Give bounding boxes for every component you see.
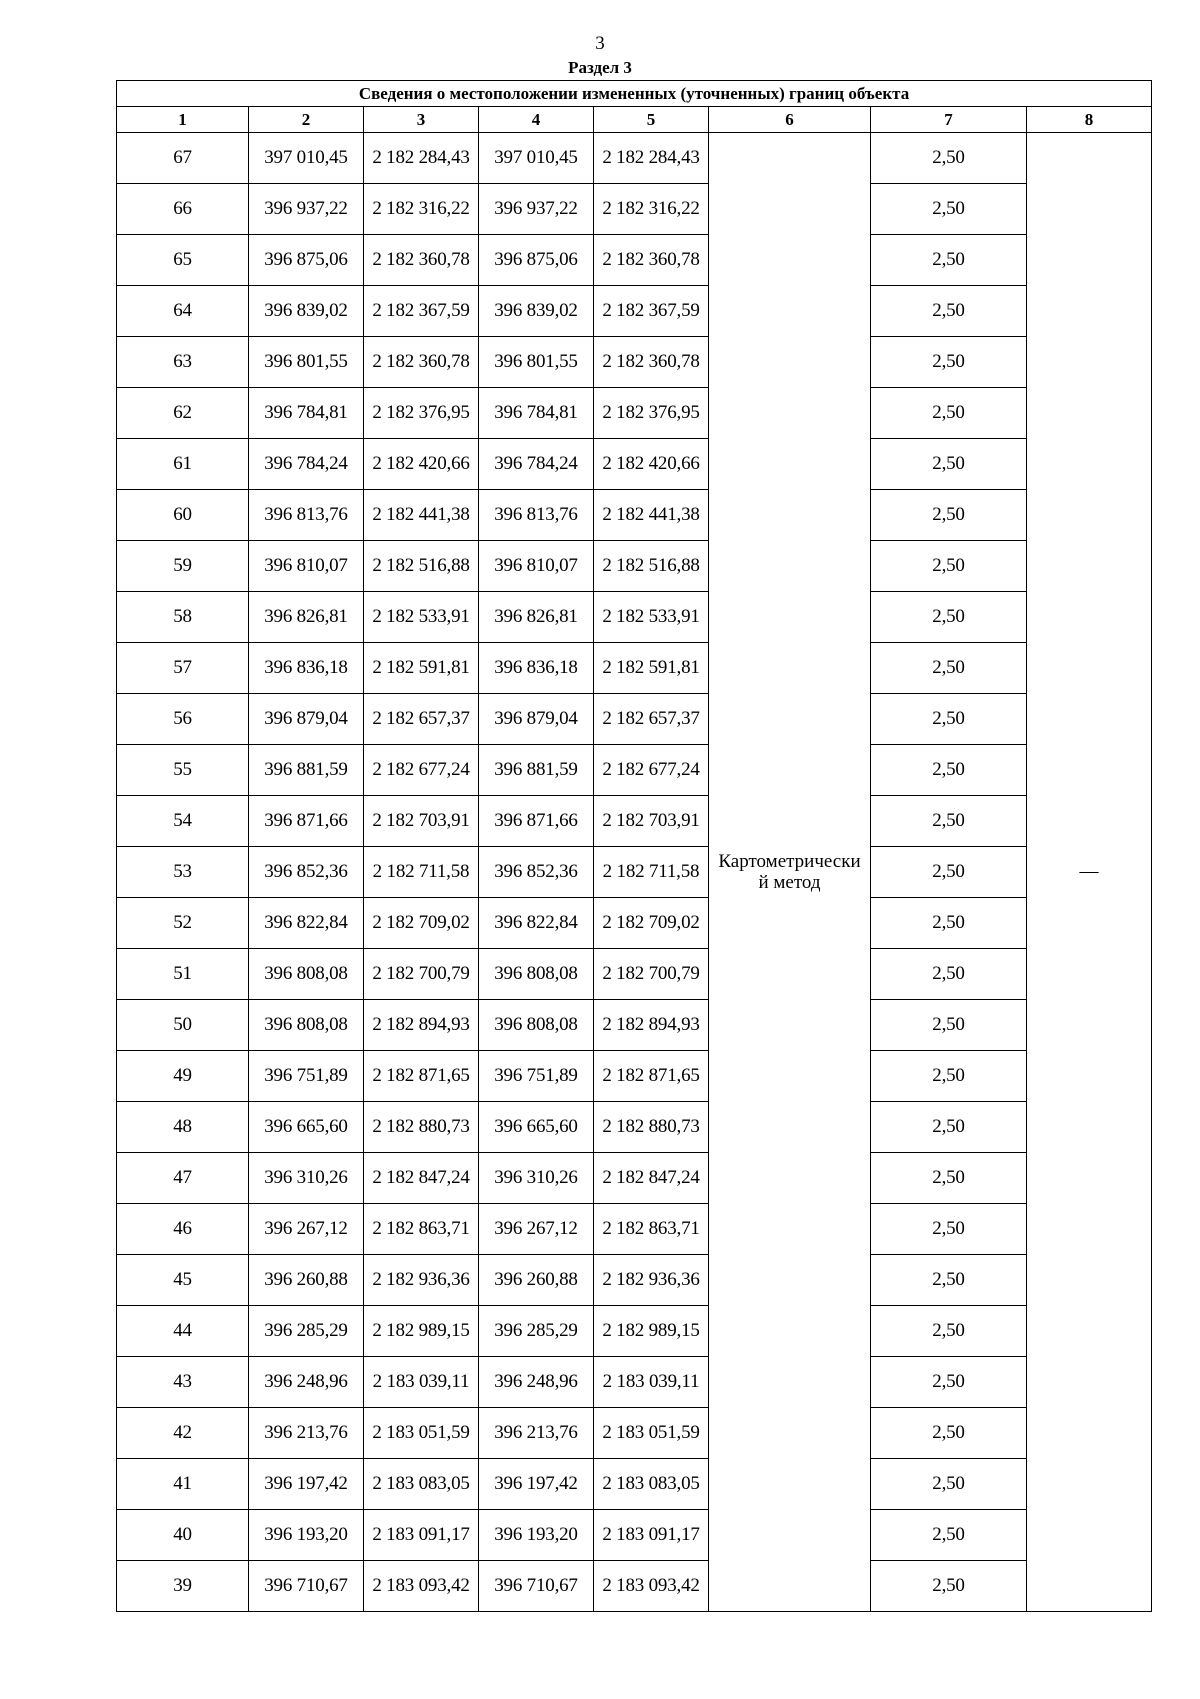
table-row <box>117 184 1152 235</box>
table-row <box>117 1204 1152 1255</box>
table-row <box>117 1510 1152 1561</box>
table-row <box>117 1561 1152 1612</box>
y-new-cell: 2 182 709,02 <box>594 898 709 949</box>
accuracy-cell: 2,50 <box>871 1153 1027 1204</box>
column-number: 5 <box>594 107 709 133</box>
table-row <box>117 337 1152 388</box>
x-existing-cell: 396 310,26 <box>249 1153 364 1204</box>
x-new-cell: 396 826,81 <box>479 592 594 643</box>
y-new-cell: 2 182 863,71 <box>594 1204 709 1255</box>
x-new-cell: 396 810,07 <box>479 541 594 592</box>
accuracy-cell: 2,50 <box>871 745 1027 796</box>
accuracy-cell: 2,50 <box>871 235 1027 286</box>
column-number: 3 <box>364 107 479 133</box>
x-new-cell: 396 784,24 <box>479 439 594 490</box>
y-existing-cell: 2 182 516,88 <box>364 541 479 592</box>
y-existing-cell: 2 182 880,73 <box>364 1102 479 1153</box>
table-row <box>117 592 1152 643</box>
point-number-cell: 44 <box>117 1306 249 1357</box>
table-row <box>117 1357 1152 1408</box>
table-row <box>117 439 1152 490</box>
point-number-cell: 51 <box>117 949 249 1000</box>
point-number-cell: 58 <box>117 592 249 643</box>
accuracy-cell: 2,50 <box>871 1510 1027 1561</box>
x-new-cell: 396 808,08 <box>479 949 594 1000</box>
accuracy-cell: 2,50 <box>871 592 1027 643</box>
y-existing-cell: 2 182 894,93 <box>364 1000 479 1051</box>
accuracy-cell: 2,50 <box>871 1000 1027 1051</box>
y-new-cell: 2 182 847,24 <box>594 1153 709 1204</box>
y-new-cell: 2 182 516,88 <box>594 541 709 592</box>
accuracy-cell: 2,50 <box>871 1357 1027 1408</box>
y-new-cell: 2 182 936,36 <box>594 1255 709 1306</box>
x-existing-cell: 396 810,07 <box>249 541 364 592</box>
x-new-cell: 396 839,02 <box>479 286 594 337</box>
table-row <box>117 796 1152 847</box>
column-number: 1 <box>117 107 249 133</box>
x-existing-cell: 396 285,29 <box>249 1306 364 1357</box>
x-existing-cell: 397 010,45 <box>249 133 364 184</box>
accuracy-cell: 2,50 <box>871 439 1027 490</box>
x-existing-cell: 396 248,96 <box>249 1357 364 1408</box>
x-existing-cell: 396 813,76 <box>249 490 364 541</box>
x-new-cell: 396 875,06 <box>479 235 594 286</box>
y-existing-cell: 2 182 936,36 <box>364 1255 479 1306</box>
x-new-cell: 396 822,84 <box>479 898 594 949</box>
table-row <box>117 1000 1152 1051</box>
table-row <box>117 1306 1152 1357</box>
y-new-cell: 2 182 360,78 <box>594 235 709 286</box>
table-row <box>117 1408 1152 1459</box>
x-existing-cell: 396 839,02 <box>249 286 364 337</box>
y-new-cell: 2 183 091,17 <box>594 1510 709 1561</box>
accuracy-cell: 2,50 <box>871 388 1027 439</box>
point-number-cell: 41 <box>117 1459 249 1510</box>
y-existing-cell: 2 182 533,91 <box>364 592 479 643</box>
accuracy-cell: 2,50 <box>871 1204 1027 1255</box>
x-existing-cell: 396 751,89 <box>249 1051 364 1102</box>
point-number-cell: 63 <box>117 337 249 388</box>
accuracy-cell: 2,50 <box>871 184 1027 235</box>
y-new-cell: 2 182 441,38 <box>594 490 709 541</box>
y-existing-cell: 2 182 847,24 <box>364 1153 479 1204</box>
x-new-cell: 396 937,22 <box>479 184 594 235</box>
point-number-cell: 65 <box>117 235 249 286</box>
y-new-cell: 2 182 880,73 <box>594 1102 709 1153</box>
accuracy-cell: 2,50 <box>871 337 1027 388</box>
x-new-cell: 396 285,29 <box>479 1306 594 1357</box>
x-existing-cell: 396 784,24 <box>249 439 364 490</box>
y-new-cell: 2 182 360,78 <box>594 337 709 388</box>
point-number-cell: 59 <box>117 541 249 592</box>
y-existing-cell: 2 182 709,02 <box>364 898 479 949</box>
point-number-cell: 53 <box>117 847 249 898</box>
x-existing-cell: 396 710,67 <box>249 1561 364 1612</box>
y-existing-cell: 2 182 284,43 <box>364 133 479 184</box>
y-new-cell: 2 183 051,59 <box>594 1408 709 1459</box>
x-existing-cell: 396 197,42 <box>249 1459 364 1510</box>
x-existing-cell: 396 267,12 <box>249 1204 364 1255</box>
column-number: 2 <box>249 107 364 133</box>
accuracy-cell: 2,50 <box>871 1561 1027 1612</box>
y-new-cell: 2 183 093,42 <box>594 1561 709 1612</box>
table-row <box>117 643 1152 694</box>
x-new-cell: 396 193,20 <box>479 1510 594 1561</box>
y-new-cell: 2 182 420,66 <box>594 439 709 490</box>
y-new-cell: 2 182 871,65 <box>594 1051 709 1102</box>
column-8-cell: — <box>1027 133 1152 1612</box>
accuracy-cell: 2,50 <box>871 847 1027 898</box>
accuracy-cell: 2,50 <box>871 541 1027 592</box>
accuracy-cell: 2,50 <box>871 796 1027 847</box>
x-existing-cell: 396 836,18 <box>249 643 364 694</box>
table-row <box>117 1255 1152 1306</box>
column-number: 7 <box>871 107 1027 133</box>
table-row <box>117 1153 1152 1204</box>
y-existing-cell: 2 182 420,66 <box>364 439 479 490</box>
x-new-cell: 396 801,55 <box>479 337 594 388</box>
y-existing-cell: 2 183 083,05 <box>364 1459 479 1510</box>
point-number-cell: 66 <box>117 184 249 235</box>
table-body <box>117 133 1152 1612</box>
point-number-cell: 43 <box>117 1357 249 1408</box>
y-new-cell: 2 182 989,15 <box>594 1306 709 1357</box>
y-existing-cell: 2 183 093,42 <box>364 1561 479 1612</box>
x-existing-cell: 396 937,22 <box>249 184 364 235</box>
y-existing-cell: 2 182 703,91 <box>364 796 479 847</box>
table-row <box>117 235 1152 286</box>
table-caption: Сведения о местоположении измененных (уточненных) границ объекта <box>117 81 1152 107</box>
x-new-cell: 396 808,08 <box>479 1000 594 1051</box>
x-existing-cell: 396 852,36 <box>249 847 364 898</box>
point-number-cell: 45 <box>117 1255 249 1306</box>
x-existing-cell: 396 822,84 <box>249 898 364 949</box>
y-new-cell: 2 183 039,11 <box>594 1357 709 1408</box>
y-existing-cell: 2 182 591,81 <box>364 643 479 694</box>
boundary-coordinates-table <box>116 80 1152 1612</box>
y-existing-cell: 2 183 051,59 <box>364 1408 479 1459</box>
accuracy-cell: 2,50 <box>871 286 1027 337</box>
y-existing-cell: 2 182 863,71 <box>364 1204 479 1255</box>
column-number: 6 <box>709 107 871 133</box>
point-number-cell: 67 <box>117 133 249 184</box>
method-cell: Картометрически й метод <box>709 133 871 1612</box>
y-new-cell: 2 183 083,05 <box>594 1459 709 1510</box>
x-new-cell: 396 751,89 <box>479 1051 594 1102</box>
x-new-cell: 397 010,45 <box>479 133 594 184</box>
column-number: 4 <box>479 107 594 133</box>
point-number-cell: 39 <box>117 1561 249 1612</box>
point-number-cell: 48 <box>117 1102 249 1153</box>
table-row <box>117 133 1152 184</box>
table-row <box>117 898 1152 949</box>
y-existing-cell: 2 182 360,78 <box>364 337 479 388</box>
y-new-cell: 2 182 533,91 <box>594 592 709 643</box>
x-existing-cell: 396 784,81 <box>249 388 364 439</box>
accuracy-cell: 2,50 <box>871 694 1027 745</box>
point-number-cell: 46 <box>117 1204 249 1255</box>
y-new-cell: 2 182 316,22 <box>594 184 709 235</box>
table-row <box>117 1459 1152 1510</box>
y-new-cell: 2 182 591,81 <box>594 643 709 694</box>
y-existing-cell: 2 182 677,24 <box>364 745 479 796</box>
table-row <box>117 388 1152 439</box>
x-existing-cell: 396 826,81 <box>249 592 364 643</box>
point-number-cell: 52 <box>117 898 249 949</box>
x-new-cell: 396 881,59 <box>479 745 594 796</box>
accuracy-cell: 2,50 <box>871 949 1027 1000</box>
x-existing-cell: 396 875,06 <box>249 235 364 286</box>
y-new-cell: 2 182 677,24 <box>594 745 709 796</box>
accuracy-cell: 2,50 <box>871 1102 1027 1153</box>
y-new-cell: 2 182 894,93 <box>594 1000 709 1051</box>
point-number-cell: 56 <box>117 694 249 745</box>
y-existing-cell: 2 182 441,38 <box>364 490 479 541</box>
x-new-cell: 396 213,76 <box>479 1408 594 1459</box>
section-title: Раздел 3 <box>568 58 632 77</box>
point-number-cell: 57 <box>117 643 249 694</box>
x-existing-cell: 396 881,59 <box>249 745 364 796</box>
point-number-cell: 61 <box>117 439 249 490</box>
x-existing-cell: 396 879,04 <box>249 694 364 745</box>
x-new-cell: 396 260,88 <box>479 1255 594 1306</box>
y-existing-cell: 2 182 989,15 <box>364 1306 479 1357</box>
y-existing-cell: 2 182 360,78 <box>364 235 479 286</box>
accuracy-cell: 2,50 <box>871 1255 1027 1306</box>
y-existing-cell: 2 182 711,58 <box>364 847 479 898</box>
x-new-cell: 396 310,26 <box>479 1153 594 1204</box>
x-new-cell: 396 267,12 <box>479 1204 594 1255</box>
column-number: 8 <box>1027 107 1152 133</box>
y-existing-cell: 2 182 657,37 <box>364 694 479 745</box>
y-new-cell: 2 182 376,95 <box>594 388 709 439</box>
point-number-cell: 64 <box>117 286 249 337</box>
y-existing-cell: 2 182 367,59 <box>364 286 479 337</box>
x-new-cell: 396 836,18 <box>479 643 594 694</box>
y-existing-cell: 2 182 700,79 <box>364 949 479 1000</box>
x-existing-cell: 396 801,55 <box>249 337 364 388</box>
x-existing-cell: 396 193,20 <box>249 1510 364 1561</box>
x-new-cell: 396 852,36 <box>479 847 594 898</box>
x-existing-cell: 396 260,88 <box>249 1255 364 1306</box>
point-number-cell: 42 <box>117 1408 249 1459</box>
point-number-cell: 62 <box>117 388 249 439</box>
table-row <box>117 1102 1152 1153</box>
x-existing-cell: 396 808,08 <box>249 949 364 1000</box>
accuracy-cell: 2,50 <box>871 898 1027 949</box>
x-new-cell: 396 813,76 <box>479 490 594 541</box>
point-number-cell: 60 <box>117 490 249 541</box>
accuracy-cell: 2,50 <box>871 133 1027 184</box>
y-existing-cell: 2 182 376,95 <box>364 388 479 439</box>
table-row <box>117 745 1152 796</box>
x-existing-cell: 396 871,66 <box>249 796 364 847</box>
point-number-cell: 55 <box>117 745 249 796</box>
point-number-cell: 40 <box>117 1510 249 1561</box>
x-new-cell: 396 665,60 <box>479 1102 594 1153</box>
x-existing-cell: 396 665,60 <box>249 1102 364 1153</box>
point-number-cell: 50 <box>117 1000 249 1051</box>
accuracy-cell: 2,50 <box>871 1459 1027 1510</box>
table-row <box>117 847 1152 898</box>
x-new-cell: 396 710,67 <box>479 1561 594 1612</box>
table-row <box>117 949 1152 1000</box>
accuracy-cell: 2,50 <box>871 1306 1027 1357</box>
y-new-cell: 2 182 657,37 <box>594 694 709 745</box>
accuracy-cell: 2,50 <box>871 1051 1027 1102</box>
x-existing-cell: 396 213,76 <box>249 1408 364 1459</box>
y-new-cell: 2 182 703,91 <box>594 796 709 847</box>
y-new-cell: 2 182 284,43 <box>594 133 709 184</box>
y-existing-cell: 2 182 316,22 <box>364 184 479 235</box>
accuracy-cell: 2,50 <box>871 490 1027 541</box>
x-new-cell: 396 784,81 <box>479 388 594 439</box>
x-new-cell: 396 197,42 <box>479 1459 594 1510</box>
y-new-cell: 2 182 367,59 <box>594 286 709 337</box>
y-existing-cell: 2 182 871,65 <box>364 1051 479 1102</box>
point-number-cell: 54 <box>117 796 249 847</box>
y-new-cell: 2 182 711,58 <box>594 847 709 898</box>
accuracy-cell: 2,50 <box>871 643 1027 694</box>
table-row <box>117 286 1152 337</box>
x-existing-cell: 396 808,08 <box>249 1000 364 1051</box>
table-row <box>117 694 1152 745</box>
table-row <box>117 490 1152 541</box>
y-existing-cell: 2 183 091,17 <box>364 1510 479 1561</box>
column-number-row <box>117 107 1152 133</box>
point-number-cell: 49 <box>117 1051 249 1102</box>
accuracy-cell: 2,50 <box>871 1408 1027 1459</box>
x-new-cell: 396 248,96 <box>479 1357 594 1408</box>
y-new-cell: 2 182 700,79 <box>594 949 709 1000</box>
y-existing-cell: 2 183 039,11 <box>364 1357 479 1408</box>
table-row <box>117 1051 1152 1102</box>
point-number-cell: 47 <box>117 1153 249 1204</box>
x-new-cell: 396 879,04 <box>479 694 594 745</box>
page-number: 3 <box>595 33 605 54</box>
table-row <box>117 541 1152 592</box>
x-new-cell: 396 871,66 <box>479 796 594 847</box>
